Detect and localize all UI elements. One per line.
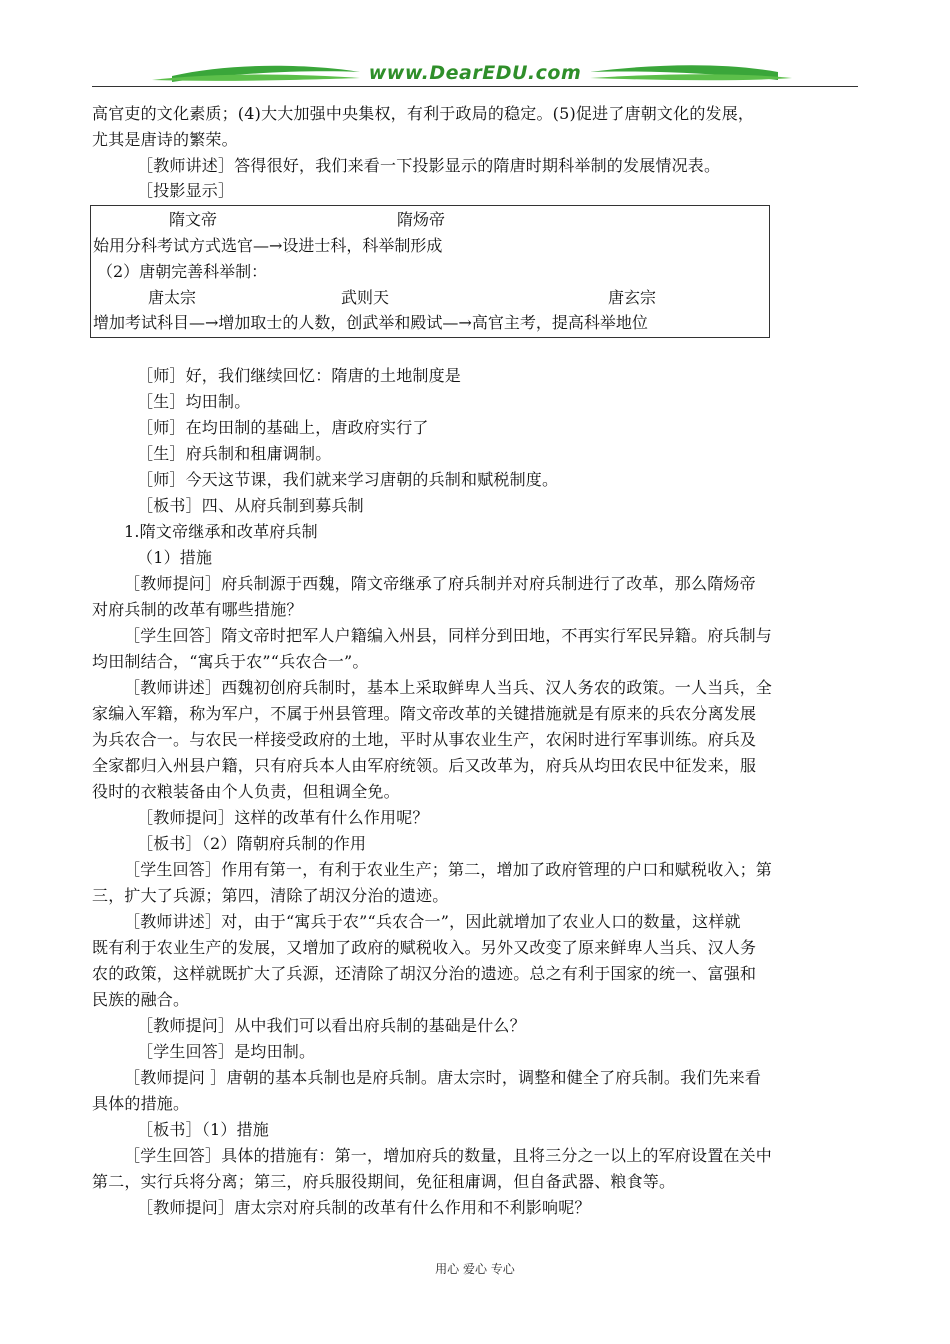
emperor-label: 唐玄宗 (608, 288, 657, 307)
text-line: 均田制结合，“寓兵于农”“兵农合一”。 (92, 652, 369, 671)
text-line: ［教师讲述］答得很好，我们来看一下投影显示的隋唐时期科举制的发展情况表。 (137, 156, 721, 175)
text-line: 民族的融合。 (92, 990, 190, 1009)
site-logo-text: www.DearEDU.com (368, 62, 582, 84)
text-line: ［教师提问］唐太宗对府兵制的改革有什么作用和不利影响呢？ (137, 1198, 591, 1217)
text-line: ［教师提问］从中我们可以看出府兵制的基础是什么？ (137, 1016, 526, 1035)
text-line: 既有利于农业生产的发展，又增加了政府的赋税收入。另外又改变了原来鲜卑人当兵、汉人务 (92, 938, 757, 957)
box-text-line: 始用分科考试方式选官—→设进士科，科举制形成 (93, 236, 443, 255)
header-divider (92, 86, 858, 87)
text-line: 尤其是唐诗的繁荣。 (92, 130, 238, 149)
emperor-label: 隋炀帝 (397, 210, 446, 229)
emperor-label: 武则天 (341, 288, 390, 307)
text-line: 三，扩大了兵源；第四，清除了胡汉分治的遗迹。 (92, 886, 449, 905)
text-line: 家编入军籍，称为军户，不属于州县管理。隋文帝改革的关键措施就是有原来的兵农分离发展 (92, 704, 757, 723)
text-line: 为兵农合一。与农民一样接受政府的土地，平时从事农业生产，农闲时进行军事训练。府兵及 (92, 730, 757, 749)
text-line: ［投影显示］ (137, 181, 235, 200)
text-line: ［教师提问 ］唐朝的基本兵制也是府兵制。唐太宗时，调整和健全了府兵制。我们先来看 (124, 1068, 762, 1087)
text-line: ［教师提问］府兵制源于西魏，隋文帝继承了府兵制并对府兵制进行了改革，那么隋炀帝 (124, 574, 756, 593)
box-text-line: （2）唐朝完善科举制： (97, 262, 268, 281)
text-line: ［学生回答］隋文帝时把军人户籍编入州县，同样分到田地，不再实行军民异籍。府兵制与 (124, 626, 773, 645)
text-line: ［学生回答］是均田制。 (137, 1042, 316, 1061)
text-line: 对府兵制的改革有哪些措施？ (92, 600, 303, 619)
text-line: 全家都归入州县户籍，只有府兵本人由军府统领。后又改革为，府兵从均田农民中征发来，服 (92, 756, 757, 775)
text-line: ［教师讲述］对，由于“寓兵于农”“兵农合一”，因此就增加了农业人口的数量，这样就 (124, 912, 741, 931)
subsection-heading: （1）措施 (137, 548, 213, 567)
text-line: ［教师讲述］西魏初创府兵制时，基本上采取鲜卑人当兵、汉人务农的政策。一人当兵，全 (124, 678, 773, 697)
projection-box (90, 205, 770, 338)
emperor-label: 唐太宗 (148, 288, 197, 307)
text-line: 农的政策，这样就既扩大了兵源，还清除了胡汉分治的遗迹。总之有利于国家的统一、富强和 (92, 964, 757, 983)
section-heading: 1.隋文帝继承和改革府兵制 (124, 522, 318, 541)
text-line: ［板书］（2）隋朝府兵制的作用 (137, 834, 367, 853)
text-line: 高官吏的文化素质；(4)大大加强中央集权，有利于政局的稳定。(5)促进了唐朝文化的发展， (92, 104, 755, 123)
text-line: ［生］均田制。 (137, 392, 251, 411)
text-line: ［学生回答］具体的措施有：第一，增加府兵的数量，且将三分之一以上的军府设置在关中 (124, 1146, 773, 1165)
text-line: ［师］在均田制的基础上，唐政府实行了 (137, 418, 429, 437)
text-line: ［生］府兵制和租庸调制。 (137, 444, 332, 463)
text-line: ［板书］四、从府兵制到募兵制 (137, 496, 364, 515)
text-line: 第二，实行兵将分离；第三，府兵服役期间，免征租庸调，但自备武器、粮食等。 (92, 1172, 676, 1191)
text-line: ［教师提问］这样的改革有什么作用呢？ (137, 808, 429, 827)
text-line: 具体的措施。 (92, 1094, 190, 1113)
box-text-line: 增加考试科目—→增加取士的人数，创武举和殿试—→高官主考，提高科举地位 (93, 313, 648, 332)
text-line: ［学生回答］作用有第一，有利于农业生产；第二，增加了政府管理的户口和赋税收入；第 (124, 860, 773, 879)
text-line: ［师］好，我们继续回忆：隋唐的土地制度是 (137, 366, 462, 385)
text-line: 役时的衣粮装备由个人负责，但租调全免。 (92, 782, 400, 801)
emperor-label: 隋文帝 (169, 210, 218, 229)
page-footer: 用心 爱心 专心 (435, 1262, 515, 1276)
text-line: ［板书］（1）措施 (137, 1120, 269, 1139)
text-line: ［师］今天这节课，我们就来学习唐朝的兵制和赋税制度。 (137, 470, 559, 489)
